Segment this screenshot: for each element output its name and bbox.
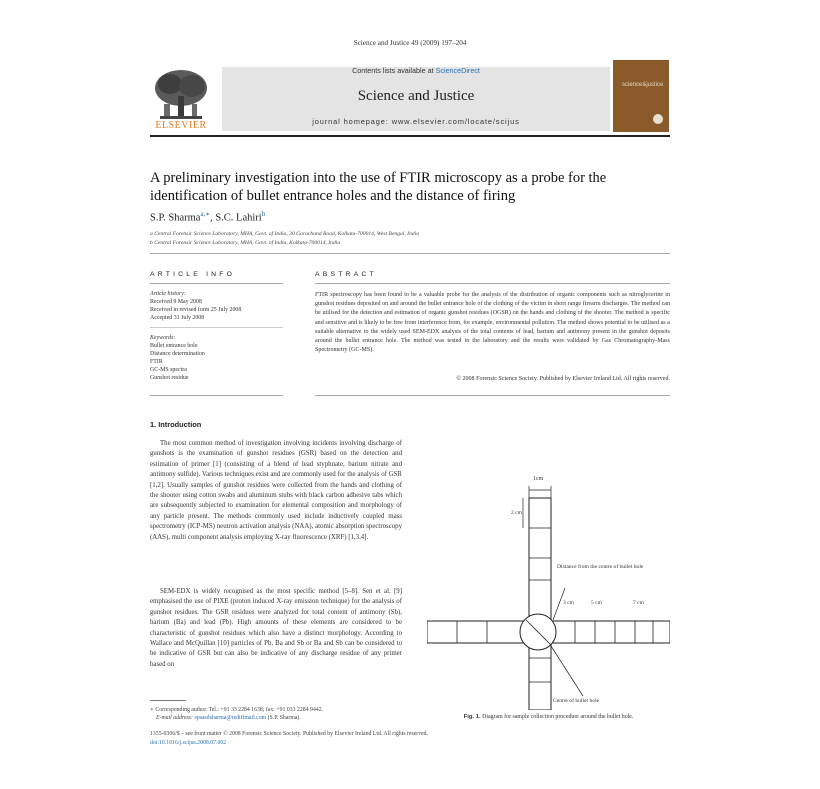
corresponding-footnote bbox=[150, 706, 410, 722]
journal-homepage[interactable]: journal homepage: www.elsevier.com/locate/scijus bbox=[312, 117, 520, 126]
author-affiliation-marks[interactable]: a,∗ bbox=[200, 210, 211, 218]
intro-paragraph-2: SEM-EDX is widely recognised as the most specific method [5–8]. Sen et al. [9] emphasised the use of PIXE (proton induced X-ray emission technique) for the analysis of gunshot residues. The GSR residues were analyzed for total content of antimony (Sb), barium (Ba) and lead (Pb). High amounts of these elements are considered to be characteristic of gunshot residues which also have a distinct morphology. According to Wallace and McQuillan [10] particles of Pb, Ba and Sb or Ba and Sb can be considered to be indicative of GSR but can also be indicative of any discharge residue of any primer based on bbox=[150, 588, 402, 668]
abstract-heading: ABSTRACT bbox=[315, 271, 377, 278]
figure-caption-text: Diagram for sample collection procedure around the bullet hole. bbox=[480, 714, 634, 720]
figure-label-1cm: 1cm bbox=[533, 476, 544, 482]
masthead-divider-top bbox=[150, 135, 670, 137]
affiliation-a: a Central Forensic Science Laboratory, MHA, Govt. of India, 30 Gorachand Road, Kolkata-700014, West Bengal, India bbox=[150, 231, 419, 237]
contents-prefix: Contents lists available at bbox=[352, 66, 436, 75]
footnote-divider bbox=[150, 700, 186, 701]
article-history bbox=[150, 290, 285, 322]
doi-link[interactable]: doi:10.1016/j.scijus.2008.07.002 bbox=[150, 740, 227, 746]
keyword: FTIR bbox=[150, 359, 163, 366]
keywords bbox=[150, 334, 285, 383]
figure-label-3cm: 3 cm bbox=[563, 600, 574, 606]
keyword: Gunshot residue bbox=[150, 375, 189, 382]
section-heading-introduction: 1. Introduction bbox=[150, 420, 202, 429]
cover-seal-icon bbox=[653, 114, 663, 124]
footnote-mark: ∗ bbox=[150, 707, 154, 713]
corresponding-author: Corresponding author. Tel.: +91 33 2284 1638; fax: +91 033 2284 9442. bbox=[155, 707, 324, 713]
history-revised: Received in revised form 25 July 2008 bbox=[150, 307, 242, 314]
article-info-divider bbox=[150, 283, 283, 284]
running-head: Science and Justice 49 (2009) 197–204 bbox=[353, 39, 467, 47]
intro-paragraph-1: The most common method of investigation involving incidents involving discharge of gunshots is the examination of gunshot residues (GSR) based on the detection and estimation of primer [1] (consisting of a blend of lead styphnate, barium nitrate and antimony sulfide). Various techniques exist and are commonly used for the analysis of GSR [1,2]. Usually samples of gunshot residues were collected from the hands and clothing of the shooter using cotton swabs and aluminum stubs with black carbon adhesive tabs which are subsequently subjected to examination for elemental composition and morphology of any particle present. The methods commonly used include inductively coupled mass spectrometry (ICP-MS) neutron activation analysis (NAA), atomic absorption spectroscopy (AAS), multi component analysis employing X-ray fluorescence (XRF) [1,3,4]. bbox=[150, 440, 402, 541]
article-page bbox=[150, 30, 670, 780]
affiliation-b: b Central Forensic Science Laboratory, MHA, Govt. of India, Kolkata-700014, India bbox=[150, 240, 341, 246]
author-affiliation-marks[interactable]: b bbox=[261, 210, 266, 218]
abstract-text: FTIR spectroscopy has been found to be a valuable probe for the analysis of the distribution of organic components such as nitroglycerine in gunshot residues deposited on and around the bullet entrance hole of the clothing of the victim in short range firearm discharges. The method can be utilised for the detection and estimation of organic gunshot residues (OGSR) on the hands and clothing of the shooter. The method is specific and sensitive and is likely to be free from interference from, for example, environmental pollution. The method shows potential to be utilised as a suitable alternative to the widely used SEM-EDX analysis of the total contents of lead, barium and antimony present in the gunshot deposits around the bullet entrance hole. The method was tested in the laboratory and the results were validated by Gas Chromatography-Mass Spectrometry (GC-MS). bbox=[315, 292, 670, 354]
article-title: A preliminary investigation into the use of FTIR microscopy as a probe for the identification of bullet entrance holes and the distance of firing bbox=[150, 170, 607, 204]
figure-1-caption bbox=[427, 714, 670, 720]
email-label: E-mail address: bbox=[156, 715, 195, 722]
journal-cover-image bbox=[613, 60, 669, 132]
author-name: S.C. Lahiri bbox=[215, 212, 262, 224]
keyword: Bullet entrance hole bbox=[150, 343, 198, 350]
history-received: Received 9 May 2008 bbox=[150, 299, 202, 306]
affiliations bbox=[150, 230, 419, 248]
contents-line bbox=[222, 66, 610, 75]
elsevier-wordmark: ELSEVIER bbox=[155, 120, 207, 131]
journal-title: Science and Justice bbox=[357, 88, 475, 104]
figure-label-2cm: 2 cm bbox=[511, 510, 522, 516]
abstract-divider bbox=[315, 283, 670, 284]
keyword: Distance determination bbox=[150, 351, 205, 358]
article-info-heading: ARTICLE INFO bbox=[150, 271, 236, 278]
issn-line: 1355-0306/$ – see front matter © 2008 Forensic Science Society. Published by Elsevier Ireland Ltd. All rights reserved. bbox=[150, 731, 429, 737]
figure-caption-label: Fig. 1. bbox=[463, 714, 481, 720]
author-list: S.P. Sharma$^{a,∗}$, S.C. Lahiri$^b$ bbox=[150, 210, 266, 224]
author-name: S.P. Sharma bbox=[150, 212, 201, 224]
history-label: Article history: bbox=[150, 291, 186, 297]
abstract-copyright: © 2008 Forensic Science Society. Published by Elsevier Ireland Ltd. All rights reserved. bbox=[456, 376, 670, 382]
section-divider bbox=[150, 253, 670, 254]
sciencedirect-link[interactable]: ScienceDirect bbox=[435, 66, 480, 75]
cover-title: science&justice bbox=[622, 82, 664, 88]
keyword: GC-MS spectra bbox=[150, 367, 187, 374]
history-accepted: Accepted 31 July 2008 bbox=[150, 315, 205, 322]
article-info-end-divider bbox=[150, 395, 283, 396]
abstract-end-divider bbox=[315, 395, 670, 396]
figure-label-distance: Distance from the centre of bullet hole bbox=[557, 564, 644, 570]
email-link[interactable]: spsasdsharma@rediffmail.com bbox=[194, 715, 267, 722]
figure-label-centre: Centre of bullet hole bbox=[553, 698, 600, 704]
article-info-inner-divider bbox=[150, 327, 283, 328]
figure-label-7cm: 7 cm bbox=[633, 600, 644, 606]
figure-label-5cm: 5 cm bbox=[591, 600, 602, 606]
figure-1-diagram bbox=[427, 460, 670, 710]
email-suffix: (S.P. Sharma). bbox=[266, 715, 301, 722]
keywords-label: Keywords: bbox=[150, 335, 176, 341]
issn-block bbox=[150, 730, 510, 748]
